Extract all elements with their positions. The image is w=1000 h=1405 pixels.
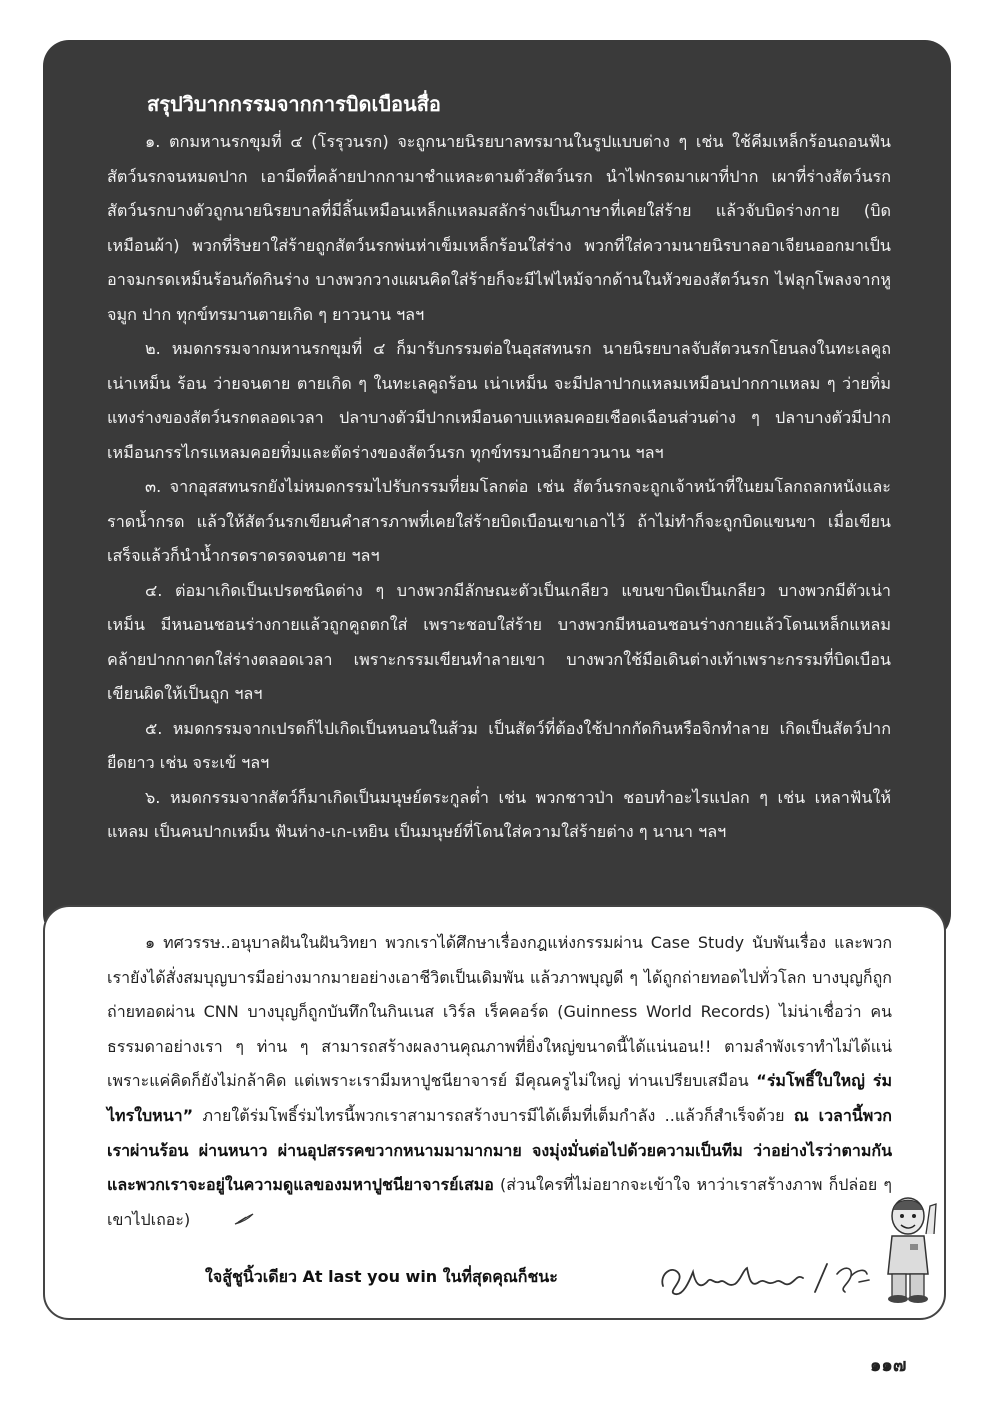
summary-body [107, 125, 891, 850]
message-emphasis: ณ เวลานี้พวกเราผ่านร้อน ผ่านหนาว ผ่านอุปสรรคขวากหนามมามากมาย จงมุ่งมั่นต่อไปด้วยความเป็นทีม ว่าอย่างไรว่าตามกัน และพวกเราจะอยู่ในความดูแลของมหาปูชนียาจารย์เสมอ [107, 1105, 892, 1195]
signature [655, 1252, 880, 1302]
summary-title: สรุปวิบากกรรมจากการบิดเบือนสื่อ [147, 92, 441, 116]
message-text: ๑ ทศวรรษ..อนุบาลฝันในฝันวิทยา พวกเราได้ศึกษาเรื่องกฎแห่งกรรมผ่าน Case Study นับพันเรื่อง และพวกเรายังได้สั่งสมบุญบารมีอย่างมากมายอย่างเอาชีวิตเป็นเดิมพัน แล้วภาพบุญดี ๆ ได้ถูกถ่ายทอดไปทั่วโลก บางบุญก็ถูกถ่ายทอดผ่าน CNN บางบุญก็ถูกบันทึกในกินเนส เวิร์ล เร็คคอร์ด (Guinness World Records) ไม่น่าเชื่อว่า คนธรรมดาอย่างเรา ๆ ท่าน ๆ สามารถสร้างผลงานคุณภาพที่ยิ่งใหญ่ขนาดนี้ได้แน่นอน!! ตามลำพังเราทำไม่ได้แน่ เพราะแค่คิดก็ยังไม่กล้าคิด แต่เพราะเรามีมหาปูชนียาจารย์ มีคุณครูไม่ใหญ่ ท่านเปรียบเสมือน [107, 933, 892, 1091]
summary-paragraph: ๒. หมดกรรมจากมหานรกขุมที่ ๔ ก็มารับกรรมต่อในอุสสทนรก นายนิรยบาลจับสัตวนรกโยนลงในทะเลคูถเน่าเหม็น ร้อน ว่ายจนตาย ตายเกิด ๆ ในทะเลคูถร้อน เน่าเหม็น จะมีปลาปากแหลมเหมือนปากกาแหลม ๆ ว่ายทิ่มแทงร่างของสัตว์นรกตลอดเวลา ปลาบางตัวมีปากเหมือนดาบแหลมคอยเชือดเฉือนส่วนต่าง ๆ ปลาบางตัวมีปากเหมือนกรรไกรแหลมคอยทิ่มและตัดร่างของสัตว์นรก ทุกข์ทรมานอีกยาวนาน ฯลฯ [107, 339, 891, 462]
message-body [107, 926, 892, 1238]
cartoon-character [880, 1192, 952, 1304]
summary-paragraph: ๕. หมดกรรมจากเปรตก็ไปเกิดเป็นหนอนในส้วม เป็นสัตว์ที่ต้องใช้ปากกัดกินหรือจิกทำลาย เกิดเป็นสัตว์ปากยืดยาว เช่น จระเข้ ฯลฯ [107, 718, 891, 772]
summary-paragraph: ๑. ตกมหานรกขุมที่ ๔ (โรรุวนรก) จะถูกนายนิรยบาลทรมานในรูปแบบต่าง ๆ เช่น ใช้คีมเหล็กร้อนถอนฟันสัตว์นรกจนหมดปาก เอามีดที่คล้ายปากกามาชำแหละตามตัวสัตว์นรก นำไฟกรดมาเผาที่ปาก เผาที่ร่างสัตว์นรก สัตว์นรกบางตัวถูกนายนิรยบาลที่มีลิ้นเหมือนเหล็กแหลมสลักร่างเป็นภาษาที่เคยใส่ร้าย แล้วจับบิดร่างกาย (บิดเหมือนผ้า) พวกที่ริษยาใส่ร้ายถูกสัตว์นรกพ่นห่าเข็มเหล็กร้อนใส่ร่าง พวกที่ใส่ความนายนิรบาลอาเจียนออกมาเป็นอาจมกรดเหม็นร้อนกัดกินร่าง บางพวกวางแผนคิดใส่ร้ายก็จะมีไฟไหม้จากด้านในหัวของสัตว์นรก ไฟลุกโพลงจากหู จมูก ปาก ทุกข์ทรมานตายเกิด ๆ ยาวนาน ฯลฯ [107, 132, 891, 324]
message-text: ภายใต้ร่มโพธิ์ร่มไทรนี้พวกเราสามารถสร้างบารมีได้เต็มที่เต็มกำลัง ..แล้วก็สำเร็จด้วย [193, 1105, 794, 1125]
summary-paragraph: ๔. ต่อมาเกิดเป็นเปรตชนิดต่าง ๆ บางพวกมีลักษณะตัวเป็นเกลียว แขนขาบิดเป็นเกลียว บางพวกมีตัวเน่าเหม็น มีหนอนชอนร่างกายแล้วถูกคูถตกใส่ เพราะชอบใส่ร้าย บางพวกมีหนอนชอนร่างกายแล้วโดนเหล็กแหลมคล้ายปากกาตกใส่ร่างตลอดเวลา เพราะกรรมเขียนทำลายเขา บางพวกใช้มือเดินต่างเท้าเพราะกรรมที่บิดเบือนเขียนผิดให้เป็นถูก ฯลฯ [107, 580, 891, 703]
summary-paragraph: ๓. จากอุสสทนรกยังไม่หมดกรรมไปรับกรรมที่ยมโลกต่อ เช่น สัตว์นรกจะถูกเจ้าหน้าที่ในยมโลกถลกหนังและราดน้ำกรด แล้วให้สัตว์นรกเขียนคำสารภาพที่เคยใส่ร้ายบิดเบือนเขาเอาไว้ ถ้าไม่ทำก็จะถูกบิดแขนขา เมื่อเขียนเสร็จแล้วก็นำน้ำกรดราดรดจนตาย ฯลฯ [107, 477, 891, 565]
message-paragraph [107, 926, 892, 1238]
message-text: (ส่วนใครที่ไม่อยากจะเข้าใจ หาว่าเราสร้างภาพ ก็ปล่อย ๆ เขาไปเถอะ) [107, 1175, 892, 1229]
closing-line: ใจสู้ชูนิ้วเดียว At last you win ในที่สุดคุณก็ชนะ [205, 1267, 558, 1286]
page-number: ๑๑๗ [870, 1355, 907, 1376]
feather-icon [196, 1203, 254, 1238]
summary-paragraph: ๖. หมดกรรมจากสัตว์ก็มาเกิดเป็นมนุษย์ตระกูลต่ำ เช่น พวกชาวป่า ชอบทำอะไรแปลก ๆ เช่น เหลาฟันให้แหลม เป็นคนปากเหม็น ฟันห่าง-เก-เหยิน เป็นมนุษย์ที่โดนใส่ความใส่ร้ายต่าง ๆ นานา ฯลฯ [107, 787, 891, 841]
message-quote: “ร่มโพธิ์ใบใหญ่ ร่มไทรใบหนา” [107, 1071, 893, 1125]
